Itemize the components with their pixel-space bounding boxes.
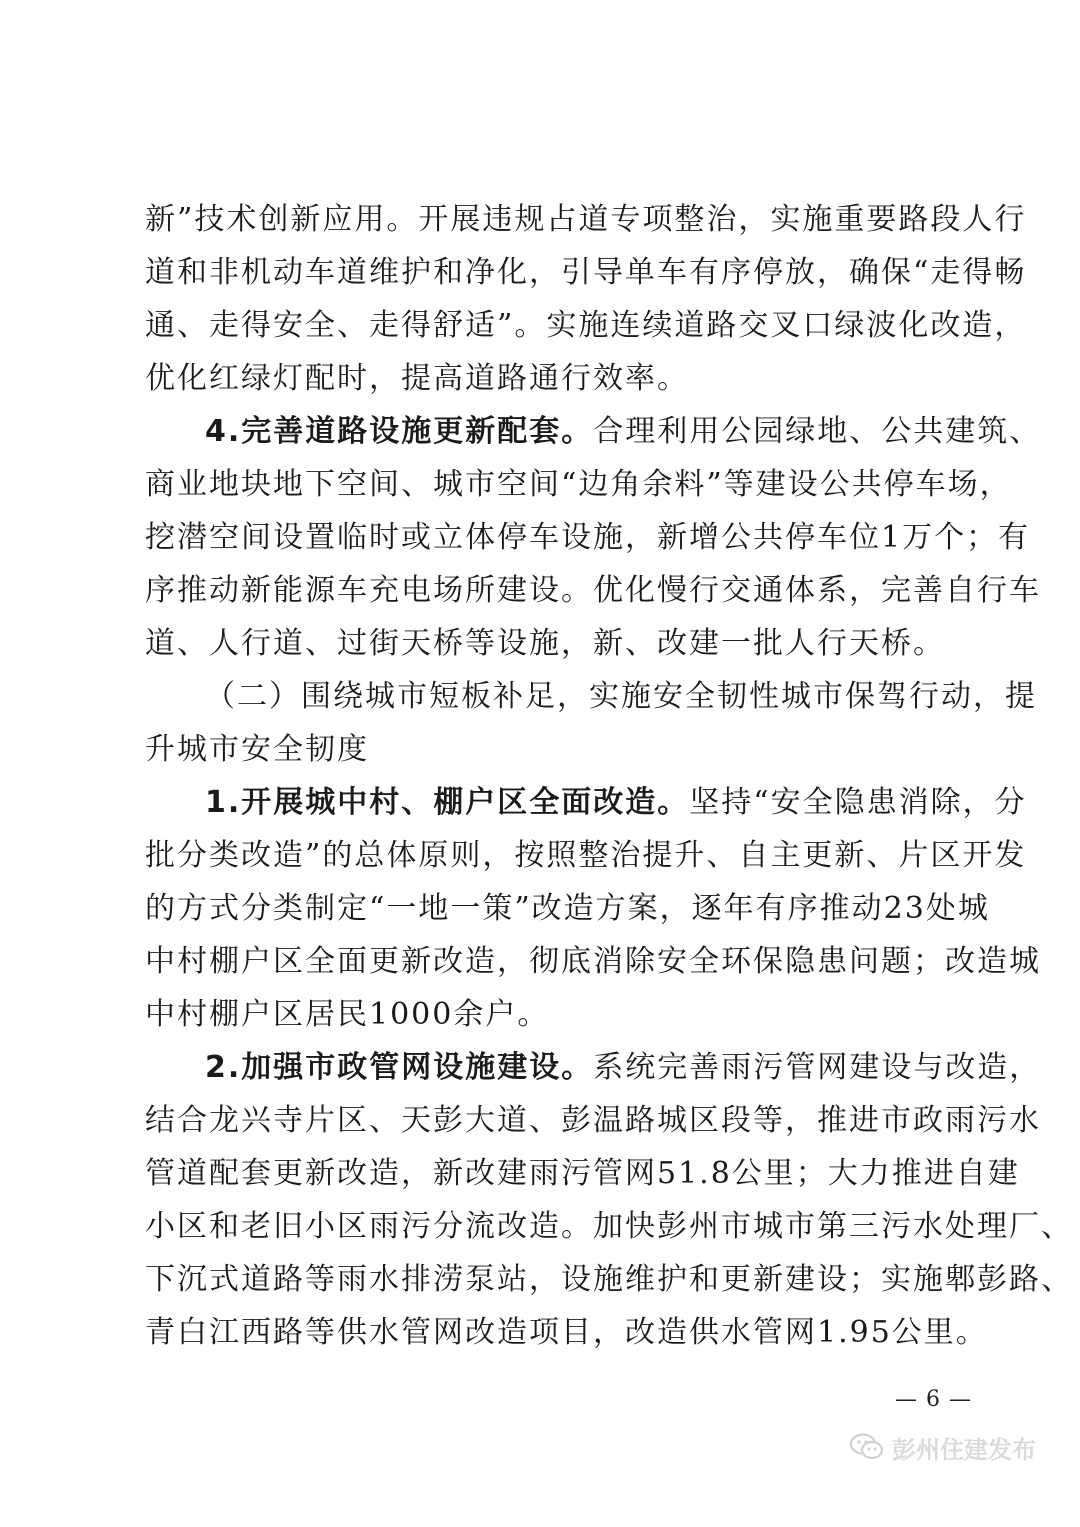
body-line: 批分类改造”的总体原则，按照整治提升、自主更新、片区开发 <box>145 838 1027 873</box>
body-line: 道、人行道、过街天桥等设施，新、改建一批人行天桥。 <box>145 626 945 661</box>
body-line: 道和非机动车道维护和净化，引导单车有序停放，确保“走得畅 <box>145 255 1027 290</box>
body-line: 管道配套更新改造，新改建雨污管网51.8公里；大力推进自建 <box>145 1156 1020 1191</box>
watermark-text: 彭州住建发布 <box>892 1435 1036 1464</box>
body-line: 青白江西路等供水管网改造项目，改造供水管网1.95公里。 <box>145 1315 988 1350</box>
body-line: 商业地块地下空间、城市空间“边角余料”等建设公共停车场， <box>145 467 1012 502</box>
wechat-watermark <box>850 1427 1036 1467</box>
wechat-icon <box>850 1433 884 1461</box>
section-item-heading: 1.开展城中村、棚户区全面改造。 <box>205 785 690 820</box>
body-line: 新”技术创新应用。开展违规占道专项整治，实施重要路段人行 <box>145 202 1027 237</box>
body-line: 小区和老旧小区雨污分流改造。加快彭州市城市第三污水处理厂、 <box>145 1209 1073 1244</box>
body-line: 挖潜空间设置临时或立体停车设施，新增公共停车位1万个；有 <box>145 520 1031 555</box>
body-line: 结合龙兴寺片区、天彭大道、彭温路城区段等，推进市政雨污水 <box>145 1103 1041 1138</box>
body-line: 中村棚户区居民1000余户。 <box>145 997 550 1032</box>
body-line: 的方式分类制定“一地一策”改造方案，逐年有序推动23处城 <box>145 891 990 926</box>
section-item-4: 4.完善道路设施更新配套。合理利用公园绿地、公共建筑、 <box>205 414 1042 449</box>
section-heading: （二）围绕城市短板补足，实施安全韧性城市保驾行动，提 <box>205 679 1037 714</box>
section-item-heading: 4.完善道路设施更新配套。 <box>205 414 594 449</box>
body-line: 通、走得安全、走得舒适”。实施连续道路交叉口绿波化改造， <box>145 308 1027 343</box>
section-item-heading: 2.加强市政管网设施建设。 <box>205 1050 594 1085</box>
body-line: 中村棚户区全面更新改造，彻底消除安全环保隐患问题；改造城 <box>145 944 1041 979</box>
section-item-1: 1.开展城中村、棚户区全面改造。坚持“安全隐患消除，分 <box>205 785 1027 820</box>
body-line: 下沉式道路等雨水排涝泵站，设施维护和更新建设；实施郫彭路、 <box>145 1262 1073 1297</box>
page-number: — 6 — <box>895 1387 972 1412</box>
section-heading: 升城市安全韧度 <box>145 732 369 767</box>
body-line: 序推动新能源车充电场所建设。优化慢行交通体系，完善自行车 <box>145 573 1041 608</box>
body-line: 优化红绿灯配时，提高道路通行效率。 <box>145 361 689 396</box>
section-item-2: 2.加强市政管网设施建设。系统完善雨污管网建设与改造， <box>205 1050 1042 1085</box>
